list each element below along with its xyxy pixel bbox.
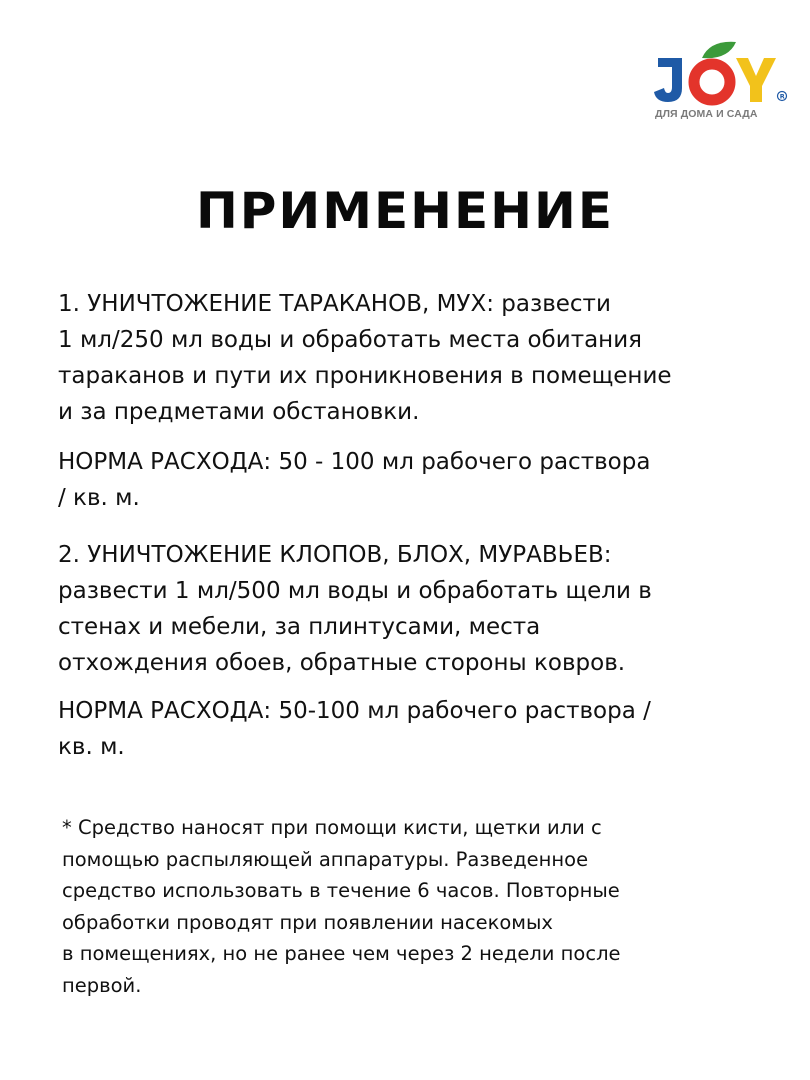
page-title: ПРИМЕНЕНИЕ	[195, 182, 615, 240]
text-line: НОРМА РАСХОДА: 50 - 100 мл рабочего раствора	[58, 449, 651, 475]
section-2-rate	[58, 693, 798, 765]
text-line: кв. м.	[58, 734, 125, 760]
text-line: отхождения обоев, обратные стороны ковров.	[58, 650, 626, 676]
brand-logo	[652, 38, 792, 128]
text-line: обработки проводят при появлении насекомых	[62, 910, 553, 934]
section-1-instructions	[58, 286, 798, 430]
text-line: стенах и мебели, за плинтусами, места	[58, 614, 541, 640]
text-line: развести 1 мл/500 мл воды и обработать щели в	[58, 578, 652, 604]
text-line: 1 мл/250 мл воды и обработать места обитания	[58, 327, 643, 353]
text-line: в помещениях, но не ранее чем через 2 недели после	[62, 942, 621, 965]
section-1-rate	[58, 444, 798, 516]
joy-logo-icon	[652, 38, 792, 110]
text-line: НОРМА РАСХОДА: 50-100 мл рабочего раствора /	[58, 698, 651, 724]
footnote	[62, 812, 762, 1001]
text-line: тараканов и пути их проникновения в помещение	[58, 363, 672, 389]
text-line: помощью распыляющей аппаратуры. Разведенное	[62, 847, 589, 871]
text-line: * Средство наносят при помощи кисти, щетки или с	[62, 816, 602, 839]
text-line: / кв. м.	[58, 485, 140, 511]
text-line: средство использовать в течение 6 часов. Повторные	[62, 879, 620, 902]
text-line: и за предметами обстановки.	[58, 399, 420, 425]
section-2-instructions	[58, 537, 798, 681]
text-line: 1. УНИЧТОЖЕНИЕ ТАРАКАНОВ, МУХ: развести	[58, 291, 611, 317]
text-line: 2. УНИЧТОЖЕНИЕ КЛОПОВ, БЛОХ, МУРАВЬЕВ:	[58, 542, 612, 568]
text-line: первой.	[62, 973, 142, 997]
svg-text:R: R	[779, 92, 785, 101]
logo-tagline: ДЛЯ ДОМА И САДА	[655, 108, 758, 120]
